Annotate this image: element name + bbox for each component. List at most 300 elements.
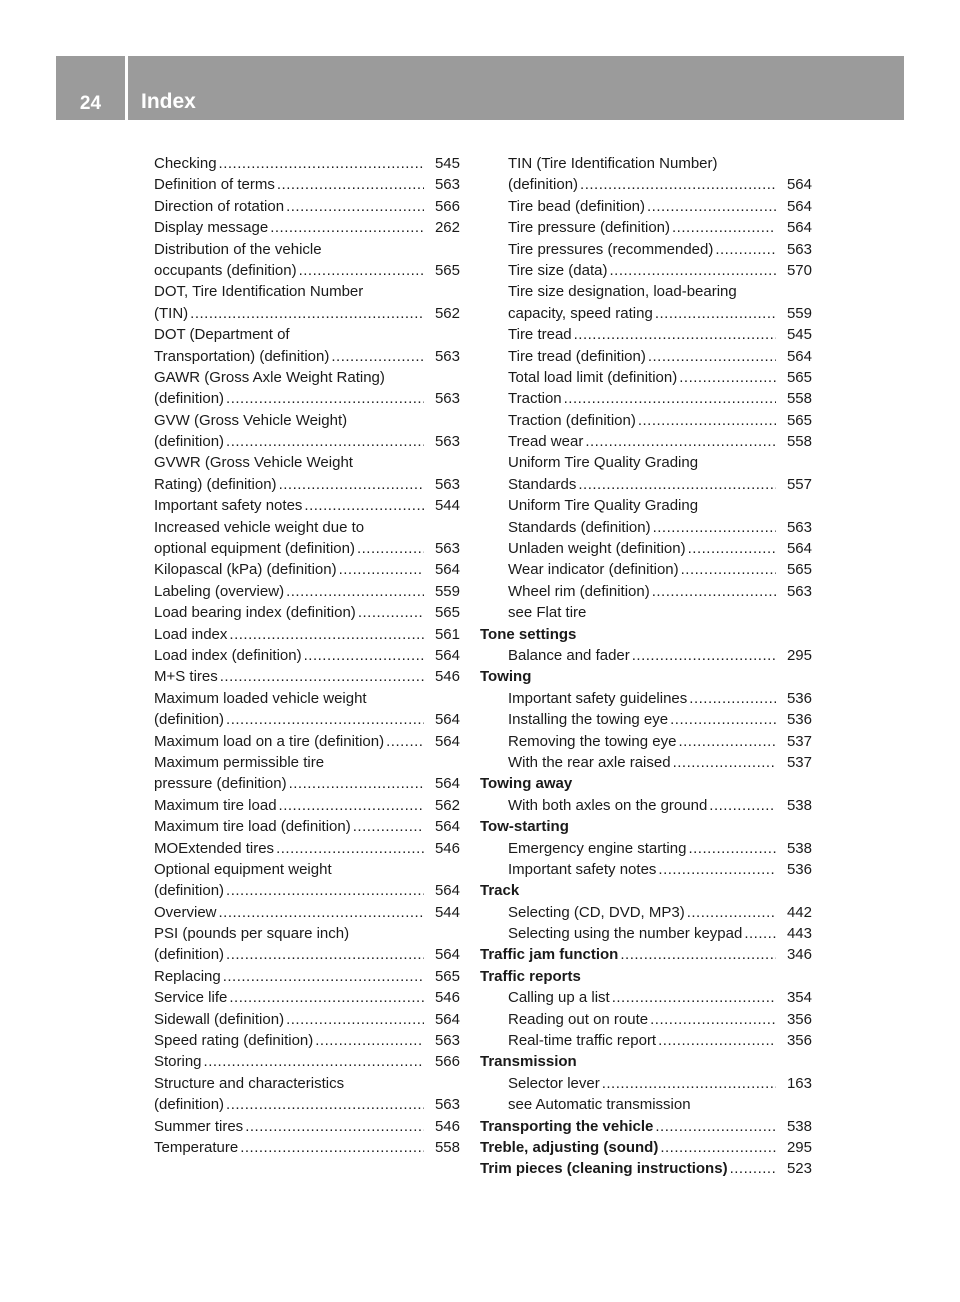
dot-leader (229, 987, 424, 1008)
entry-text: Tire pressures (recommended) (508, 240, 714, 258)
entry-text: Maximum load on a tire (definition) (154, 732, 385, 750)
entry-text: Calling up a list (508, 989, 610, 1007)
index-entry-line: Optional equipment weight (154, 860, 332, 878)
index-entry-line: GAWR (Gross Axle Weight Rating) (154, 368, 385, 386)
page-reference: 538 (786, 796, 812, 814)
page-reference: 563 (434, 1032, 460, 1050)
entry-text: capacity, speed rating (508, 304, 653, 322)
entry-text: Direction of rotation (154, 197, 285, 215)
entry-text: Total load limit (definition) (508, 368, 678, 386)
index-entry (154, 602, 460, 623)
index-entry-line: Maximum permissible tire (154, 753, 325, 771)
entry-text: Tire size (data) (508, 261, 608, 279)
index-entry-line: GVWR (Gross Vehicle Weight (154, 454, 353, 472)
dot-leader (580, 174, 776, 195)
page-reference: 563 (434, 176, 460, 194)
index-heading: Traffic reports (480, 967, 581, 985)
index-entry-line: Uniform Tire Quality Grading (508, 497, 699, 515)
dot-leader (304, 495, 424, 516)
dot-leader (681, 559, 776, 580)
page-reference: 443 (786, 925, 812, 943)
index-entry (480, 367, 812, 388)
dot-leader (638, 410, 776, 431)
index-entry (480, 1073, 812, 1094)
entry-text: (definition) (154, 946, 225, 964)
dot-leader (226, 431, 424, 452)
page-reference: 346 (786, 946, 812, 964)
page-reference: 537 (786, 732, 812, 750)
entry-text: Important safety notes (154, 497, 303, 515)
index-heading-entry (480, 944, 812, 965)
entry-text: (definition) (154, 711, 225, 729)
page-reference: 563 (786, 582, 812, 600)
dot-leader (286, 1009, 424, 1030)
entry-text: (definition) (154, 433, 225, 451)
entry-text: Definition of terms (154, 176, 275, 194)
dot-leader (564, 388, 776, 409)
index-entry (480, 174, 812, 195)
index-entry (154, 731, 460, 752)
page-reference: 564 (434, 561, 460, 579)
entry-text: Tire tread (508, 326, 572, 344)
page-reference: 564 (786, 540, 812, 558)
page-reference: 566 (434, 1053, 460, 1071)
index-entry-line: Structure and characteristics (154, 1074, 345, 1092)
entry-text: Display message (154, 219, 269, 237)
page-reference: 546 (434, 1117, 460, 1135)
dot-leader (204, 1051, 424, 1072)
index-entry (154, 581, 460, 602)
dot-leader (279, 795, 424, 816)
dot-leader (315, 1030, 424, 1051)
dot-leader (229, 624, 424, 645)
dot-leader (219, 902, 424, 923)
index-entry (480, 923, 812, 944)
index-entry (480, 987, 812, 1008)
entry-text: Standards (508, 475, 577, 493)
index-column-right (480, 153, 812, 1180)
dot-leader (689, 688, 776, 709)
page-reference: 523 (786, 1160, 812, 1178)
dot-leader (602, 1073, 776, 1094)
page-reference: 564 (786, 197, 812, 215)
index-heading: Tone settings (480, 625, 577, 643)
index-entry (154, 1051, 460, 1072)
dot-leader (386, 731, 424, 752)
dot-leader (226, 1094, 424, 1115)
page-reference: 564 (434, 882, 460, 900)
dot-leader (226, 944, 424, 965)
entry-text: Tread wear (508, 433, 584, 451)
entry-text: (definition) (154, 390, 225, 408)
entry-text: Selecting (CD, DVD, MP3) (508, 903, 685, 921)
entry-text: Selecting using the number keypad (508, 925, 743, 943)
index-entry-line: GVW (Gross Vehicle Weight) (154, 411, 348, 429)
page-reference: 564 (786, 347, 812, 365)
index-entry (480, 645, 812, 666)
page-reference: 558 (786, 390, 812, 408)
dot-leader (653, 517, 776, 538)
index-entry (480, 474, 812, 495)
page-reference: 538 (786, 839, 812, 857)
page-reference: 536 (786, 689, 812, 707)
entry-text: Transportation) (definition) (154, 347, 330, 365)
dot-leader (578, 474, 776, 495)
dot-leader (730, 1158, 776, 1179)
index-entry (480, 410, 812, 431)
index-entry (480, 731, 812, 752)
dot-leader (655, 303, 776, 324)
index-entry-line: DOT, Tire Identification Number (154, 283, 364, 301)
entry-text: (definition) (508, 176, 579, 194)
page-reference: 558 (434, 1138, 460, 1156)
dot-leader (277, 174, 424, 195)
entry-text: Selector lever (508, 1074, 600, 1092)
page-reference: 561 (434, 625, 460, 643)
dot-leader (658, 1030, 776, 1051)
dot-leader (648, 346, 776, 367)
entry-text: Labeling (overview) (154, 582, 285, 600)
index-entry (480, 838, 812, 859)
index-heading: Transmission (480, 1053, 577, 1071)
index-entry (480, 196, 812, 217)
page-reference: 563 (434, 475, 460, 493)
page-reference: 564 (434, 732, 460, 750)
dot-leader (655, 1116, 776, 1137)
index-entry-line: see Flat tire (508, 604, 587, 622)
index-entry (154, 838, 460, 859)
dot-leader (688, 838, 776, 859)
dot-leader (632, 645, 776, 666)
index-entry (154, 624, 460, 645)
dot-leader (673, 752, 776, 773)
page-reference: 563 (434, 433, 460, 451)
page-reference: 565 (786, 561, 812, 579)
entry-text: Sidewall (definition) (154, 1010, 285, 1028)
index-entry (480, 217, 812, 238)
dot-leader (650, 1009, 776, 1030)
dot-leader (358, 602, 424, 623)
dot-leader (190, 303, 424, 324)
index-entry-line: Distribution of the vehicle (154, 240, 322, 258)
entry-text: optional equipment (definition) (154, 540, 355, 558)
page-reference: 564 (434, 775, 460, 793)
dot-leader (715, 239, 776, 260)
index-entry (154, 431, 460, 452)
index-heading: Tow-starting (480, 818, 569, 836)
page-reference: 562 (434, 304, 460, 322)
index-entry (154, 944, 460, 965)
index-entry-line: DOT (Department of (154, 326, 290, 344)
entry-text: Load index (154, 625, 228, 643)
entry-text: MOExtended tires (154, 839, 275, 857)
page-reference: 565 (786, 411, 812, 429)
index-entry (154, 538, 460, 559)
index-entry (154, 153, 460, 174)
index-entry (480, 303, 812, 324)
index-entry (480, 517, 812, 538)
entry-text: Load index (definition) (154, 646, 302, 664)
index-entry-line: PSI (pounds per square inch) (154, 925, 350, 943)
entry-text: occupants (definition) (154, 261, 297, 279)
page-reference: 262 (434, 219, 460, 237)
index-entry (480, 388, 812, 409)
dot-leader (226, 880, 424, 901)
entry-text: Overview (154, 903, 217, 921)
dot-leader (219, 153, 424, 174)
entry-text: Replacing (154, 967, 221, 985)
dot-leader (609, 260, 776, 281)
index-entry-line: Uniform Tire Quality Grading (508, 454, 699, 472)
dot-leader (709, 795, 776, 816)
page-reference: 563 (434, 1096, 460, 1114)
index-heading: Towing away (480, 775, 573, 793)
entry-text: Reading out on route (508, 1010, 649, 1028)
entry-text: Balance and fader (508, 646, 630, 664)
dot-leader (687, 902, 776, 923)
dot-leader (226, 709, 424, 730)
dot-leader (289, 773, 424, 794)
index-entry-line: Maximum loaded vehicle weight (154, 689, 367, 707)
dot-leader (660, 1137, 776, 1158)
page-number: 24 (79, 93, 102, 114)
index-entry (154, 987, 460, 1008)
dot-leader (353, 816, 424, 837)
entry-text: Tire bead (definition) (508, 197, 646, 215)
entry-text: Rating) (definition) (154, 475, 277, 493)
page-reference: 163 (786, 1074, 812, 1092)
index-heading-entry (480, 1158, 812, 1179)
index-entry (480, 581, 812, 602)
index-entry (154, 174, 460, 195)
index-entry-line: see Automatic transmission (508, 1096, 691, 1114)
dot-leader (612, 987, 776, 1008)
entry-text: Temperature (154, 1138, 239, 1156)
entry-text: Load bearing index (definition) (154, 604, 356, 622)
page-reference: 563 (434, 347, 460, 365)
dot-leader (299, 260, 424, 281)
dot-leader (620, 944, 776, 965)
index-entry (154, 773, 460, 794)
entry-text: Wheel rim (definition) (508, 582, 650, 600)
page-reference: 564 (434, 1010, 460, 1028)
page-reference: 563 (786, 240, 812, 258)
page-reference: 295 (786, 1138, 812, 1156)
dot-leader (574, 324, 776, 345)
index-entry (480, 346, 812, 367)
dot-leader (744, 923, 776, 944)
dot-leader (679, 367, 776, 388)
dot-leader (688, 538, 776, 559)
dot-leader (286, 581, 424, 602)
index-entry (480, 559, 812, 580)
page-reference: 544 (434, 497, 460, 515)
entry-text: Kilopascal (kPa) (definition) (154, 561, 337, 579)
index-heading: Towing (480, 668, 532, 686)
section-title: Index (141, 90, 196, 113)
dot-leader (226, 388, 424, 409)
index-entry (154, 880, 460, 901)
page-reference: 536 (786, 860, 812, 878)
entry-text: Important safety guidelines (508, 689, 688, 707)
page-reference: 537 (786, 753, 812, 771)
dot-leader (647, 196, 776, 217)
page-reference: 295 (786, 646, 812, 664)
entry-text: Traffic jam function (480, 946, 619, 964)
page-reference: 558 (786, 433, 812, 451)
index-entry (480, 1030, 812, 1051)
index-entry (154, 217, 460, 238)
index-entry (480, 324, 812, 345)
index-entry (154, 196, 460, 217)
page-reference: 538 (786, 1117, 812, 1135)
entry-text: Installing the towing eye (508, 711, 669, 729)
dot-leader (670, 709, 776, 730)
index-entry (154, 346, 460, 367)
page-reference: 356 (786, 1032, 812, 1050)
entry-text: Traction (definition) (508, 411, 636, 429)
entry-text: Unladen weight (definition) (508, 540, 686, 558)
index-entry (480, 709, 812, 730)
index-entry (154, 559, 460, 580)
page-reference: 562 (434, 796, 460, 814)
index-entry (154, 495, 460, 516)
index-entry-line: TIN (Tire Identification Number) (508, 155, 718, 172)
entry-text: With both axles on the ground (508, 796, 708, 814)
page-reference: 564 (434, 646, 460, 664)
entry-text: Traction (508, 390, 562, 408)
index-entry (154, 303, 460, 324)
index-heading: Track (480, 882, 520, 900)
index-entry (154, 1116, 460, 1137)
page-reference: 546 (434, 668, 460, 686)
dot-leader (357, 538, 424, 559)
dot-leader (585, 431, 776, 452)
dot-leader (223, 966, 424, 987)
page-reference: 564 (434, 711, 460, 729)
index-heading-entry (480, 1116, 812, 1137)
index-entry (480, 859, 812, 880)
index-entry (480, 260, 812, 281)
dot-leader (240, 1137, 424, 1158)
entry-text: Standards (definition) (508, 518, 651, 536)
page-reference: 565 (434, 967, 460, 985)
page-reference: 563 (786, 518, 812, 536)
page-reference: 563 (434, 390, 460, 408)
index-entry (154, 260, 460, 281)
dot-leader (276, 838, 424, 859)
page-reference: 564 (786, 219, 812, 237)
index-entry (154, 1030, 460, 1051)
entry-text: Maximum tire load (154, 796, 277, 814)
index-entry (154, 645, 460, 666)
entry-text: Treble, adjusting (sound) (480, 1138, 659, 1156)
dot-leader (658, 859, 776, 880)
dot-leader (339, 559, 424, 580)
index-entry (480, 688, 812, 709)
entry-text: Transporting the vehicle (480, 1117, 654, 1135)
page-reference: 545 (434, 155, 460, 172)
page-reference: 356 (786, 1010, 812, 1028)
entry-text: Wear indicator (definition) (508, 561, 679, 579)
dot-leader (652, 581, 776, 602)
page-reference: 570 (786, 261, 812, 279)
index-entry (154, 1009, 460, 1030)
index-entry (480, 538, 812, 559)
entry-text: Important safety notes (508, 860, 657, 878)
page-reference: 546 (434, 839, 460, 857)
index-entry (154, 474, 460, 495)
entry-text: pressure (definition) (154, 775, 287, 793)
index-entry-line: Increased vehicle weight due to (154, 518, 365, 536)
index-entry (480, 239, 812, 260)
entry-text: (definition) (154, 882, 225, 900)
page-reference: 564 (786, 176, 812, 194)
index-entry (154, 666, 460, 687)
page-reference: 564 (434, 946, 460, 964)
dot-leader (270, 217, 424, 238)
index-heading-entry (480, 1137, 812, 1158)
page-reference: 557 (786, 475, 812, 493)
page-reference: 559 (434, 582, 460, 600)
entry-text: With the rear axle raised (508, 753, 671, 771)
dot-leader (331, 346, 424, 367)
index-column-left (154, 153, 460, 1158)
entry-text: Trim pieces (cleaning instructions) (480, 1160, 728, 1178)
page-reference: 566 (434, 197, 460, 215)
dot-leader (678, 731, 776, 752)
entry-text: Service life (154, 989, 228, 1007)
page-reference: 354 (786, 989, 812, 1007)
index-entry (154, 902, 460, 923)
index-entry (480, 1009, 812, 1030)
entry-text: Maximum tire load (definition) (154, 818, 351, 836)
dot-leader (245, 1116, 424, 1137)
dot-leader (672, 217, 776, 238)
page-reference: 563 (434, 540, 460, 558)
page-reference: 536 (786, 711, 812, 729)
index-entry (154, 709, 460, 730)
entry-text: Tire pressure (definition) (508, 219, 671, 237)
entry-text: (TIN) (154, 304, 189, 322)
dot-leader (286, 196, 424, 217)
header-divider (125, 56, 128, 120)
page-reference: 544 (434, 903, 460, 921)
page-reference: 565 (434, 604, 460, 622)
entry-text: (definition) (154, 1096, 225, 1114)
entry-text: Emergency engine starting (508, 839, 687, 857)
index-entry (154, 795, 460, 816)
entry-text: Speed rating (definition) (154, 1032, 314, 1050)
index-entry (480, 752, 812, 773)
index-entry (154, 1137, 460, 1158)
index-entry (480, 795, 812, 816)
page-reference: 442 (786, 903, 812, 921)
dot-leader (304, 645, 424, 666)
entry-text: Summer tires (154, 1117, 244, 1135)
page-reference: 565 (786, 368, 812, 386)
index-entry-line: Tire size designation, load-bearing (508, 283, 737, 301)
page-reference: 546 (434, 989, 460, 1007)
page-reference: 565 (434, 261, 460, 279)
index-entry (154, 966, 460, 987)
dot-leader (220, 666, 424, 687)
entry-text: Tire tread (definition) (508, 347, 646, 365)
index-entry (480, 431, 812, 452)
page-reference: 545 (786, 326, 812, 344)
entry-text: M+S tires (154, 668, 218, 686)
index-entry (154, 388, 460, 409)
